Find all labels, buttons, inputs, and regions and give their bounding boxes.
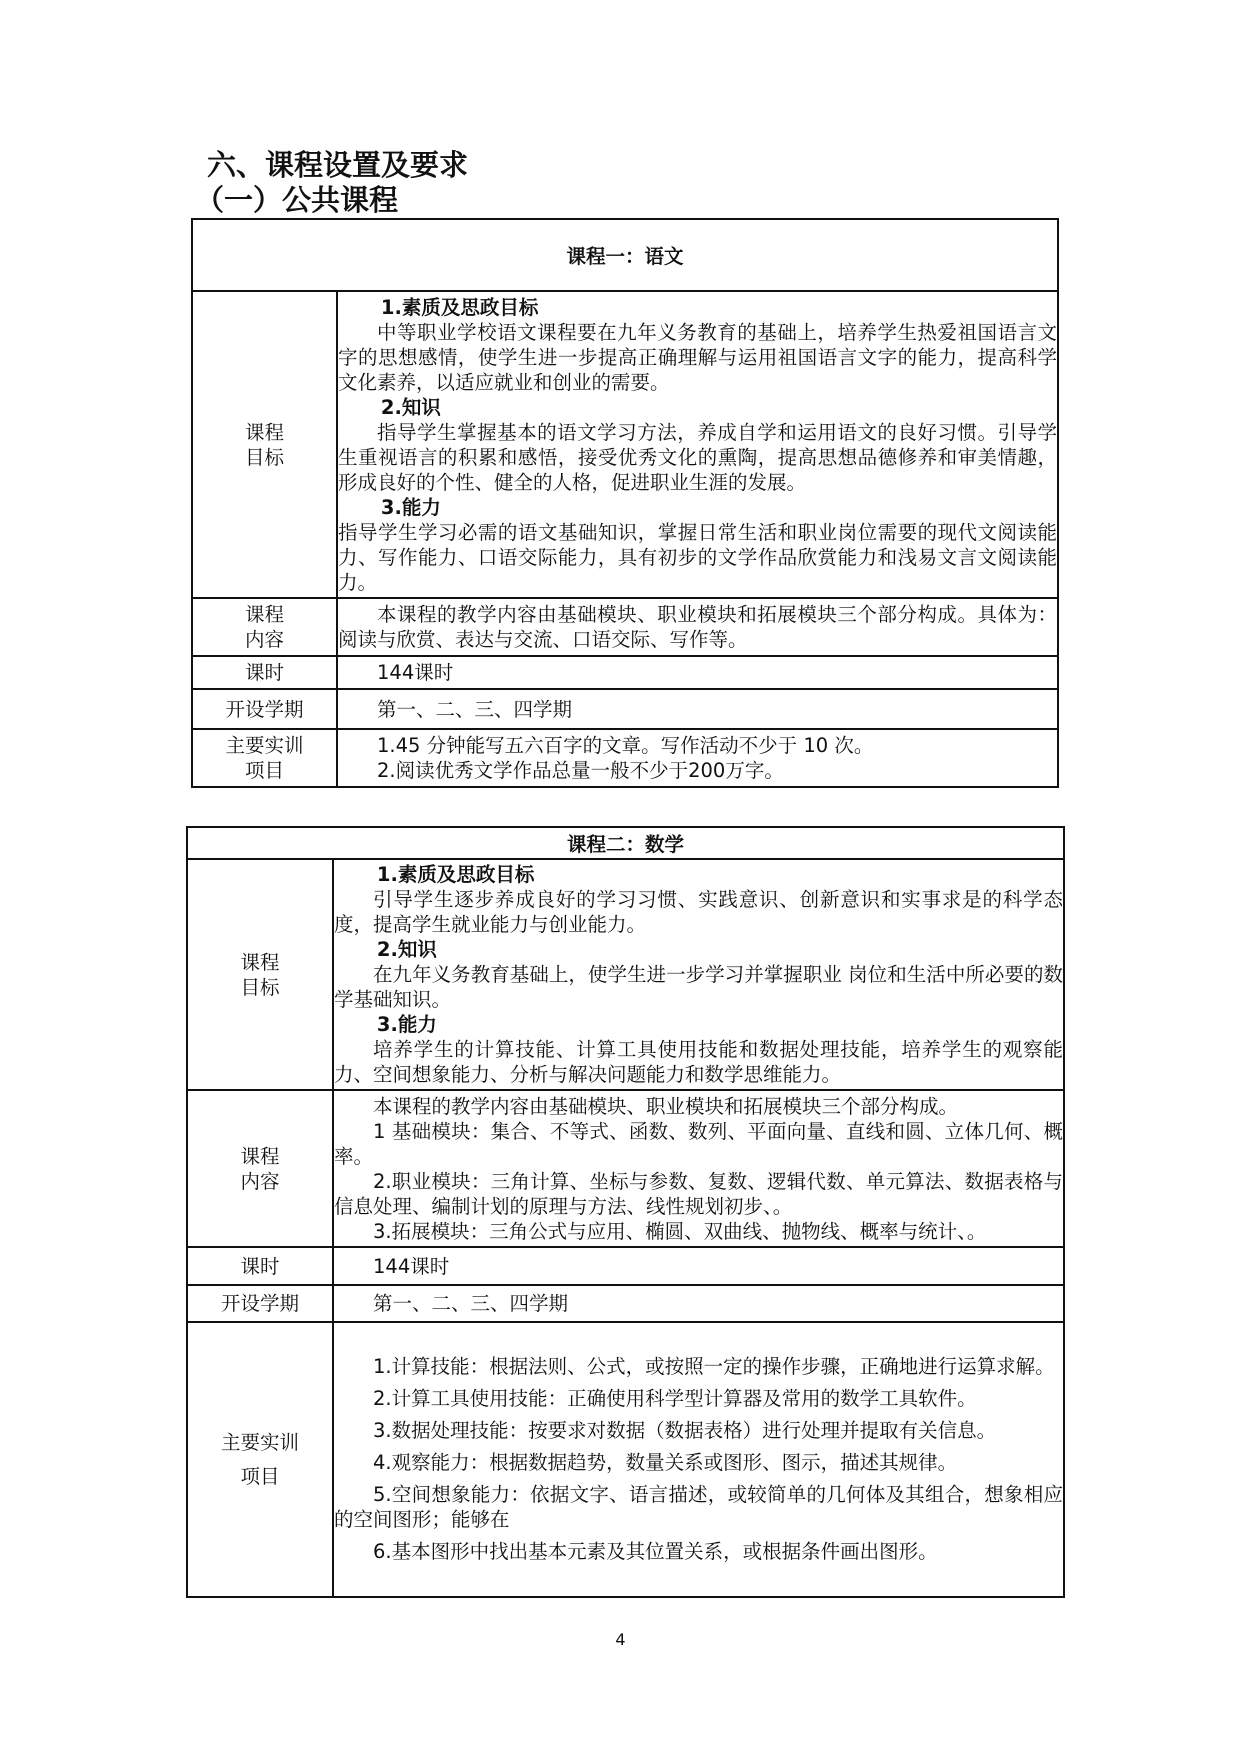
training-label: 主要实训 项目 bbox=[187, 1322, 333, 1597]
training-item: 3.数据处理技能：按要求对数据（数据表格）进行处理并提取有关信息。 bbox=[373, 1419, 997, 1442]
goal-section-title: 3.能力 bbox=[376, 1013, 437, 1036]
content-line: 1 基础模块：集合、不等式、函数、数列、平面向量、直线和圆、立体几何、概率。 bbox=[334, 1119, 1064, 1168]
goal-section-title: 1.素质及思政目标 bbox=[380, 295, 539, 319]
content-label: 课程 内容 bbox=[187, 1090, 333, 1247]
training-item: 2.计算工具使用技能：正确使用科学型计算器及常用的数学工具软件。 bbox=[373, 1387, 977, 1410]
hours-value: 144课时 bbox=[337, 656, 1058, 689]
content-line: 2.职业模块：三角计算、坐标与参数、复数、逻辑代数、单元算法、数据表格与信息处理、编制计划的原理与方法、线性规划初步、。 bbox=[334, 1169, 1064, 1218]
goal-label: 课程 目标 bbox=[192, 291, 337, 598]
subsection-heading: （一）公共课程 bbox=[195, 183, 399, 217]
goal-section-text: 指导学生学习必需的语文基础知识，掌握日常生活和职业岗位需要的现代文阅读能力、写作能力、口语交际能力，具有初步的文学作品欣赏能力和浅易文言文阅读能力。 bbox=[338, 520, 1058, 594]
term-label: 开设学期 bbox=[187, 1285, 333, 1322]
course-title: 课程一：语文 bbox=[192, 219, 1058, 291]
training-item: 4.观察能力：根据数据趋势，数量关系或图形、图示，描述其规律。 bbox=[373, 1451, 958, 1474]
goal-section-text: 引导学生逐步养成良好的学习习惯、实践意识、创新意识和实事求是的科学态度，提高学生就业能力与创业能力。 bbox=[334, 888, 1064, 936]
training-cell: 1.45 分钟能写五六百字的文章。写作活动不少于 10 次。 2.阅读优秀文学作品总量一般不少于200万字。 bbox=[337, 729, 1058, 787]
hours-label: 课时 bbox=[187, 1247, 333, 1285]
term-value: 第一、二、三、四学期 bbox=[337, 689, 1058, 729]
term-label: 开设学期 bbox=[192, 689, 337, 729]
goal-section-text: 培养学生的计算技能、计算工具使用技能和数据处理技能，培养学生的观察能力、空间想象能力、分析与解决问题能力和数学思维能力。 bbox=[334, 1038, 1064, 1086]
goal-section-text: 在九年义务教育基础上，使学生进一步学习并掌握职业 岗位和生活中所必要的数学基础知识。 bbox=[334, 963, 1064, 1011]
content-label: 课程 内容 bbox=[192, 598, 337, 656]
hours-value: 144课时 bbox=[333, 1247, 1064, 1285]
course-title: 课程二：数学 bbox=[187, 827, 1064, 859]
page-number: 4 bbox=[615, 1630, 626, 1649]
content-cell bbox=[333, 1090, 1064, 1247]
training-item: 1.计算技能：根据法则、公式，或按照一定的操作步骤，正确地进行运算求解。 bbox=[373, 1355, 1055, 1378]
content-line: 3.拓展模块：三角公式与应用、椭圆、双曲线、抛物线、概率与统计、。 bbox=[373, 1219, 987, 1243]
goal-section-title: 3.能力 bbox=[380, 495, 441, 519]
training-label: 主要实训 项目 bbox=[192, 729, 337, 787]
goal-section-text: 中等职业学校语文课程要在九年义务教育的基础上，培养学生热爱祖国语言文字的思想感情，使学生进一步提高正确理解与运用祖国语言文字的能力，提高科学文化素养，以适应就业和创业的需要。 bbox=[338, 320, 1058, 394]
training-cell bbox=[333, 1322, 1064, 1597]
course-table-math bbox=[186, 826, 1065, 1598]
training-item: 5.空间想象能力：依据文字、语言描述，或较简单的几何体及其组合，想象相应的空间图形；能够在 bbox=[334, 1483, 1064, 1531]
goal-section-title: 1.素质及思政目标 bbox=[376, 863, 535, 886]
training-item: 6.基本图形中找出基本元素及其位置关系，或根据条件画出图形。 bbox=[373, 1540, 938, 1563]
hours-label: 课时 bbox=[192, 656, 337, 689]
goal-cell bbox=[337, 291, 1058, 598]
content-line: 本课程的教学内容由基础模块、职业模块和拓展模块三个部分构成。 bbox=[373, 1094, 959, 1118]
content-cell: 本课程的教学内容由基础模块、职业模块和拓展模块三个部分构成。具体为：阅读与欣赏、表达与交流、口语交际、写作等。 bbox=[337, 598, 1058, 656]
goal-section-title: 2.知识 bbox=[376, 938, 437, 961]
goal-label: 课程 目标 bbox=[187, 859, 333, 1090]
course-table-chinese bbox=[191, 218, 1059, 788]
goal-section-title: 2.知识 bbox=[380, 395, 441, 419]
term-value: 第一、二、三、四学期 bbox=[333, 1285, 1064, 1322]
goal-cell bbox=[333, 859, 1064, 1090]
section-heading: 六、课程设置及要求 bbox=[207, 148, 469, 182]
goal-section-text: 指导学生掌握基本的语文学习方法，养成自学和运用语文的良好习惯。引导学生重视语言的积累和感悟，接受优秀文化的熏陶，提高思想品德修养和审美情趣，形成良好的个性、健全的人格，促进职业生涯的发展。 bbox=[338, 420, 1058, 494]
